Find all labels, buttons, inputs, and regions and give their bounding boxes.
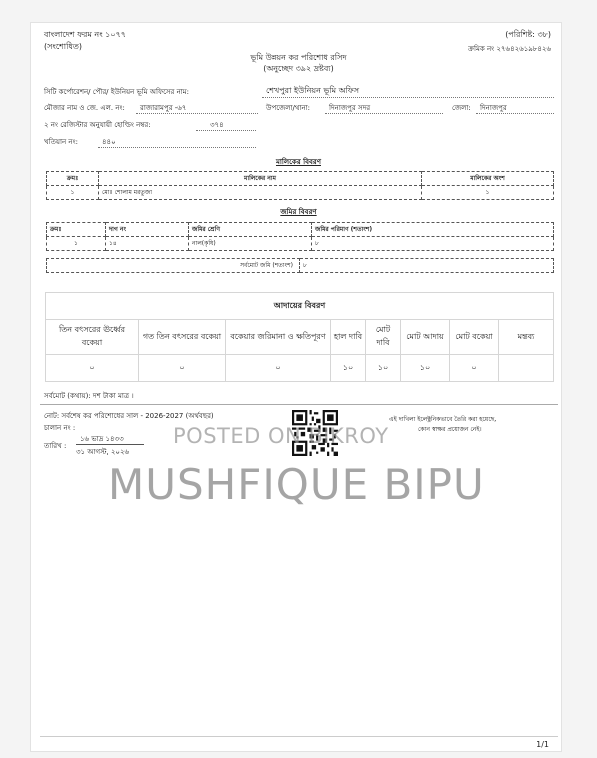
office-underline bbox=[262, 97, 554, 98]
land-col-area: জমির পরিমাণ (শতাংশ) bbox=[312, 223, 554, 237]
payment-col-remarks: মন্তব্য bbox=[499, 320, 554, 355]
owner-serial: ১ bbox=[47, 186, 99, 200]
owner-col-serial: ক্রমঃ bbox=[47, 172, 99, 186]
payment-total-demand: ১০ bbox=[366, 355, 401, 382]
date-bangla: ১৬ ভাদ্র ১৪৩৩ bbox=[80, 435, 124, 443]
district-value: দিনাজপুর bbox=[480, 104, 507, 112]
owner-table bbox=[46, 171, 554, 200]
owner-row bbox=[47, 186, 554, 200]
khatian-underline bbox=[98, 147, 256, 148]
payment-heading: আদায়ের বিবরণ bbox=[46, 293, 554, 320]
owner-share: ১ bbox=[422, 186, 554, 200]
payment-total-due: ০ bbox=[450, 355, 499, 382]
payment-remarks bbox=[499, 355, 554, 382]
owner-heading: মালিকের বিবরণ bbox=[275, 158, 321, 166]
watermark-posted-on: POSTED ON BIKROY bbox=[173, 424, 389, 448]
land-class: নাল(কৃষি) bbox=[189, 237, 312, 251]
mouza-label: মৌজার নাম ও জে. এল. নং: bbox=[44, 104, 125, 112]
land-header-row bbox=[47, 223, 554, 237]
owner-col-share: মালিকের অংশ bbox=[422, 172, 554, 186]
office-value: শেখপুরা ইউনিয়ন ভূমি অফিস bbox=[266, 86, 359, 95]
payment-last-three-years: ০ bbox=[139, 355, 226, 382]
land-dag: ১৪ bbox=[106, 237, 189, 251]
register-underline bbox=[196, 130, 256, 131]
payment-value-row bbox=[46, 355, 554, 382]
payment-col-penalty: বকেয়ার জরিমানা ও ক্ষতিপূরণ bbox=[226, 320, 331, 355]
district-underline bbox=[476, 113, 554, 114]
appendix-label: (পরিশিষ্ট: ৩৮) bbox=[505, 30, 551, 39]
owner-name: মোঃ শোলাম মরতুজা bbox=[99, 186, 422, 200]
receipt-title: ভূমি উন্নয়ন কর পরিশোধ রসিদ bbox=[250, 53, 347, 62]
owner-header-row bbox=[47, 172, 554, 186]
upazila-label: উপজেলা/থানা: bbox=[266, 104, 311, 112]
khatian-label: খতিয়ান নং: bbox=[44, 138, 78, 146]
land-table bbox=[46, 222, 554, 251]
revised-label: (সংশোধিত) bbox=[44, 42, 83, 51]
page-number: 1/1 bbox=[536, 740, 549, 749]
payment-col-total-collected: মোট আদায় bbox=[401, 320, 450, 355]
payment-penalty: ০ bbox=[226, 355, 331, 382]
payment-col-last-three-years: গত তিন বৎসরের বকেয়া bbox=[139, 320, 226, 355]
payment-header-row bbox=[46, 320, 554, 355]
payment-heading-row bbox=[46, 293, 554, 320]
land-heading: জমির বিবরণ bbox=[280, 208, 317, 216]
date-divider bbox=[76, 444, 144, 445]
payment-col-total-due: মোট বকেয়া bbox=[450, 320, 499, 355]
form-number: বাংলাদেশ ফরম নং ১০৭৭ bbox=[44, 30, 126, 39]
payment-over-three-years: ০ bbox=[46, 355, 139, 382]
office-label: সিটি কর্পোরেশন/ পৌর/ ইউনিয়ন ভূমি অফিসের নাম: bbox=[44, 88, 190, 96]
register-value: ৩৭৪ bbox=[210, 121, 224, 129]
land-col-serial: ক্রমঃ bbox=[47, 223, 106, 237]
land-total-table bbox=[46, 258, 554, 273]
last-payment-note: নোট: সর্বশেষ কর পরিশোধের সাল - 2026-2027 (অর্থবছর) bbox=[44, 412, 214, 420]
upazila-value: দিনাজপুর সদর bbox=[329, 104, 371, 112]
payment-table bbox=[45, 292, 554, 382]
payment-current-demand: ১০ bbox=[331, 355, 366, 382]
register-label: ২ নং রেজিস্টার অনুযায়ী হোল্ডিং নম্বর: bbox=[44, 121, 151, 129]
owner-col-name: মালিকের নাম bbox=[99, 172, 422, 186]
receipt-sheet bbox=[30, 22, 562, 752]
district-label: জেলা: bbox=[452, 104, 471, 112]
serial-number: ক্রমিক নং ২৭৬৪২৬১৯৮৪২৬ bbox=[468, 45, 551, 53]
land-col-dag: দাগ নং bbox=[106, 223, 189, 237]
date-english: ৩১ আগস্ট, ২০২৬ bbox=[76, 448, 130, 456]
receipt-subtitle: (অনুচ্ছেদ ৩৯২ দ্রষ্টব্য) bbox=[263, 64, 334, 73]
mouza-value: রাজারামপুর -৬৭ bbox=[140, 104, 187, 112]
electronic-note-line2: কোন স্বাক্ষর প্রয়োজন নেই। bbox=[418, 426, 482, 433]
date-label: তারিখ : bbox=[44, 442, 67, 450]
land-total-row bbox=[47, 259, 554, 273]
land-total-label: সর্বমোট জমি (শতাংশ) bbox=[47, 259, 300, 273]
payment-col-current-demand: হাল দাবি bbox=[331, 320, 366, 355]
land-area: ৮ bbox=[312, 237, 554, 251]
land-total-value: ৮ bbox=[300, 259, 554, 273]
mouza-underline bbox=[136, 113, 258, 114]
watermark-name: MUSHFIQUE BIPU bbox=[108, 460, 485, 509]
upazila-underline bbox=[325, 113, 443, 114]
land-row bbox=[47, 237, 554, 251]
electronic-note-line1: এই দাখিলা ইলেক্ট্রনিকভাবে তৈরি করা হয়েছে, bbox=[389, 416, 497, 423]
challan-number: চালান নং : bbox=[44, 424, 76, 432]
page-bottom-divider bbox=[40, 736, 558, 737]
total-in-words: সর্বমোট (কথায়): দশ টাকা মাত্র । bbox=[44, 392, 134, 400]
land-col-class: জমির শ্রেণি bbox=[189, 223, 312, 237]
land-serial: ১ bbox=[47, 237, 106, 251]
payment-col-over-three-years: তিন বৎসরের ঊর্ধ্বের বকেয়া bbox=[46, 320, 139, 355]
khatian-value: ৪৪০ bbox=[102, 138, 116, 146]
payment-col-total-demand: মোট দাবি bbox=[366, 320, 401, 355]
footer-divider bbox=[40, 404, 558, 405]
payment-total-collected: ১০ bbox=[401, 355, 450, 382]
